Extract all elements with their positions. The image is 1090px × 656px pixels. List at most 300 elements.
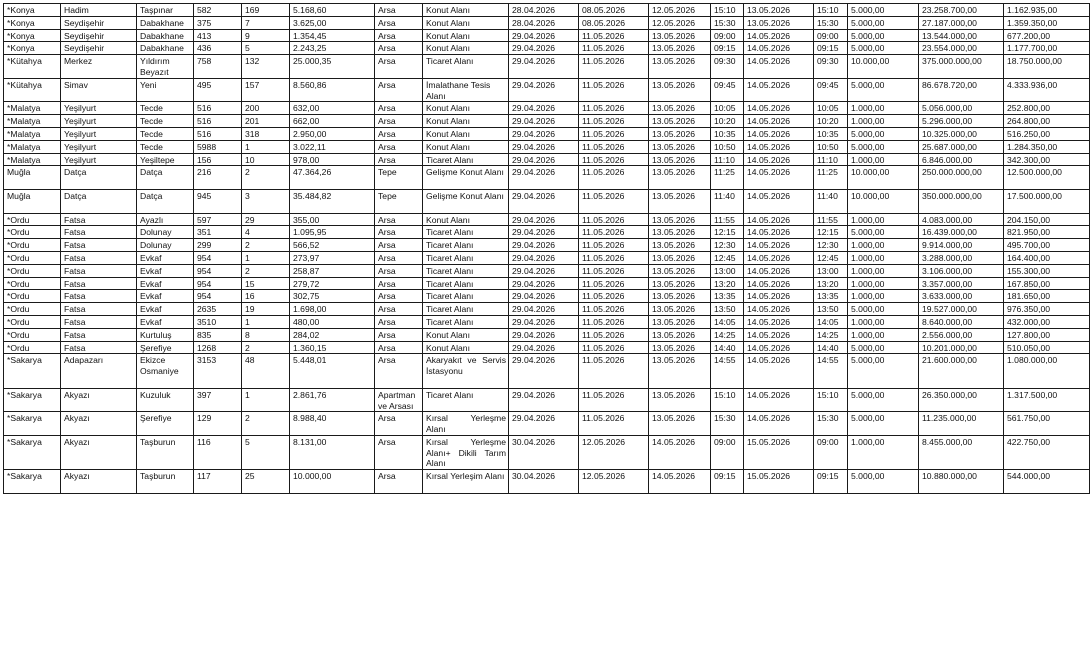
cell-application-deadline: 11.05.2026 <box>579 78 649 102</box>
cell-increment: 5.000,00 <box>848 42 919 55</box>
cell-parcel: 48 <box>242 354 290 388</box>
cell-type: Arsa <box>375 16 423 29</box>
cell-increment: 5.000,00 <box>848 388 919 412</box>
table-row <box>4 315 1090 328</box>
cell-parcel: 2 <box>242 264 290 277</box>
cell-guarantee: 544.000,00 <box>1004 470 1090 494</box>
cell-neighborhood: Tecde <box>137 140 194 153</box>
cell-second-time: 14:55 <box>814 354 848 388</box>
cell-announce-date: 29.04.2026 <box>509 127 579 140</box>
cell-zoning: Ticaret Alanı <box>423 277 509 290</box>
cell-zoning: Konut Alanı <box>423 341 509 354</box>
cell-guarantee: 127.800,00 <box>1004 328 1090 341</box>
cell-tender-date: 12.05.2026 <box>649 16 711 29</box>
cell-tender-date: 13.05.2026 <box>649 153 711 166</box>
cell-tender-date: 13.05.2026 <box>649 341 711 354</box>
cell-second-time: 12:15 <box>814 226 848 239</box>
cell-province: *Sakarya <box>4 412 61 436</box>
cell-guarantee: 516.250,00 <box>1004 127 1090 140</box>
cell-guarantee: 18.750.000,00 <box>1004 55 1090 79</box>
cell-neighborhood: Evkaf <box>137 303 194 316</box>
cell-province: *Ordu <box>4 315 61 328</box>
cell-block: 582 <box>194 4 242 17</box>
cell-neighborhood: Evkaf <box>137 277 194 290</box>
cell-area: 1.360,15 <box>290 341 375 354</box>
cell-tender-time: 09:15 <box>711 42 744 55</box>
cell-second-time: 10:50 <box>814 140 848 153</box>
cell-district: Seydişehir <box>61 16 137 29</box>
table-row <box>4 435 1090 469</box>
cell-block: 2635 <box>194 303 242 316</box>
cell-district: Seydişehir <box>61 29 137 42</box>
table-row <box>4 55 1090 79</box>
cell-district: Akyazı <box>61 470 137 494</box>
cell-area: 1.354,45 <box>290 29 375 42</box>
cell-guarantee: 432.000,00 <box>1004 315 1090 328</box>
cell-province: *Konya <box>4 29 61 42</box>
cell-second-date: 14.05.2026 <box>744 388 814 412</box>
cell-area: 47.364,26 <box>290 166 375 190</box>
cell-tender-date: 13.05.2026 <box>649 315 711 328</box>
cell-announce-date: 29.04.2026 <box>509 251 579 264</box>
cell-tender-time: 14:55 <box>711 354 744 388</box>
cell-type: Arsa <box>375 213 423 226</box>
table-row <box>4 226 1090 239</box>
cell-tender-date: 13.05.2026 <box>649 251 711 264</box>
cell-announce-date: 29.04.2026 <box>509 189 579 213</box>
cell-second-time: 09:15 <box>814 470 848 494</box>
cell-second-date: 14.05.2026 <box>744 315 814 328</box>
cell-guarantee: 1.162.935,00 <box>1004 4 1090 17</box>
cell-tender-time: 13:20 <box>711 277 744 290</box>
cell-area: 3.022,11 <box>290 140 375 153</box>
cell-zoning: Ticaret Alanı <box>423 315 509 328</box>
cell-area: 302,75 <box>290 290 375 303</box>
cell-estimated-value: 5.296.000,00 <box>919 115 1004 128</box>
cell-district: Fatsa <box>61 315 137 328</box>
cell-zoning: Konut Alanı <box>423 102 509 115</box>
cell-type: Arsa <box>375 42 423 55</box>
cell-parcel: 5 <box>242 435 290 469</box>
cell-estimated-value: 23.554.000,00 <box>919 42 1004 55</box>
cell-type: Arsa <box>375 251 423 264</box>
cell-tender-time: 15:10 <box>711 4 744 17</box>
cell-increment: 1.000,00 <box>848 153 919 166</box>
cell-application-deadline: 11.05.2026 <box>579 328 649 341</box>
cell-tender-time: 12:15 <box>711 226 744 239</box>
cell-tender-date: 13.05.2026 <box>649 303 711 316</box>
cell-zoning: Konut Alanı <box>423 213 509 226</box>
cell-announce-date: 29.04.2026 <box>509 290 579 303</box>
cell-second-date: 14.05.2026 <box>744 102 814 115</box>
cell-province: *Ordu <box>4 277 61 290</box>
cell-announce-date: 29.04.2026 <box>509 153 579 166</box>
cell-guarantee: 561.750,00 <box>1004 412 1090 436</box>
table-row <box>4 153 1090 166</box>
cell-increment: 10.000,00 <box>848 55 919 79</box>
cell-guarantee: 17.500.000,00 <box>1004 189 1090 213</box>
cell-tender-date: 13.05.2026 <box>649 239 711 252</box>
cell-second-date: 14.05.2026 <box>744 277 814 290</box>
cell-zoning: Konut Alanı <box>423 140 509 153</box>
cell-estimated-value: 5.056.000,00 <box>919 102 1004 115</box>
cell-type: Arsa <box>375 102 423 115</box>
cell-zoning: İmalathane Tesis Alanı <box>423 78 509 102</box>
cell-increment: 1.000,00 <box>848 213 919 226</box>
cell-type: Arsa <box>375 412 423 436</box>
cell-tender-time: 10:05 <box>711 102 744 115</box>
cell-area: 25.000,35 <box>290 55 375 79</box>
cell-zoning: Kırsal Yerleşme Alanı+ Dikili Tarım Alanı <box>423 435 509 469</box>
cell-neighborhood: Ayazlı <box>137 213 194 226</box>
cell-estimated-value: 8.640.000,00 <box>919 315 1004 328</box>
cell-neighborhood: Taşpınar <box>137 4 194 17</box>
cell-type: Arsa <box>375 354 423 388</box>
table-row <box>4 16 1090 29</box>
cell-increment: 5.000,00 <box>848 78 919 102</box>
cell-second-date: 15.05.2026 <box>744 470 814 494</box>
cell-application-deadline: 11.05.2026 <box>579 42 649 55</box>
cell-block: 597 <box>194 213 242 226</box>
cell-estimated-value: 25.687.000,00 <box>919 140 1004 153</box>
cell-tender-date: 13.05.2026 <box>649 226 711 239</box>
cell-second-time: 15:30 <box>814 412 848 436</box>
cell-province: *Ordu <box>4 226 61 239</box>
cell-increment: 1.000,00 <box>848 277 919 290</box>
cell-estimated-value: 3.633.000,00 <box>919 290 1004 303</box>
table-row <box>4 470 1090 494</box>
cell-district: Yeşilyurt <box>61 153 137 166</box>
cell-type: Tepe <box>375 189 423 213</box>
cell-block: 954 <box>194 290 242 303</box>
cell-tender-date: 13.05.2026 <box>649 127 711 140</box>
cell-type: Arsa <box>375 239 423 252</box>
cell-type: Apartman ve Arsası <box>375 388 423 412</box>
cell-type: Arsa <box>375 328 423 341</box>
cell-application-deadline: 11.05.2026 <box>579 102 649 115</box>
cell-tender-time: 09:45 <box>711 78 744 102</box>
cell-neighborhood: Yıldırım Beyazıt <box>137 55 194 79</box>
cell-parcel: 4 <box>242 226 290 239</box>
cell-announce-date: 29.04.2026 <box>509 55 579 79</box>
cell-second-date: 14.05.2026 <box>744 78 814 102</box>
cell-tender-date: 13.05.2026 <box>649 115 711 128</box>
cell-area: 355,00 <box>290 213 375 226</box>
cell-increment: 5.000,00 <box>848 4 919 17</box>
cell-province: *Malatya <box>4 115 61 128</box>
cell-zoning: Kırsal Yerleşim Alanı <box>423 470 509 494</box>
cell-second-time: 09:15 <box>814 42 848 55</box>
cell-estimated-value: 6.846.000,00 <box>919 153 1004 166</box>
cell-area: 8.988,40 <box>290 412 375 436</box>
cell-neighborhood: Taşburun <box>137 470 194 494</box>
cell-application-deadline: 11.05.2026 <box>579 127 649 140</box>
cell-application-deadline: 11.05.2026 <box>579 213 649 226</box>
cell-parcel: 132 <box>242 55 290 79</box>
table-row <box>4 102 1090 115</box>
cell-tender-date: 13.05.2026 <box>649 277 711 290</box>
cell-application-deadline: 08.05.2026 <box>579 4 649 17</box>
cell-parcel: 25 <box>242 470 290 494</box>
cell-second-date: 14.05.2026 <box>744 189 814 213</box>
cell-block: 129 <box>194 412 242 436</box>
table-row <box>4 213 1090 226</box>
cell-province: *Ordu <box>4 341 61 354</box>
cell-guarantee: 976.350,00 <box>1004 303 1090 316</box>
cell-block: 397 <box>194 388 242 412</box>
cell-second-time: 12:45 <box>814 251 848 264</box>
cell-application-deadline: 12.05.2026 <box>579 435 649 469</box>
cell-second-date: 14.05.2026 <box>744 115 814 128</box>
cell-district: Akyazı <box>61 435 137 469</box>
cell-block: 299 <box>194 239 242 252</box>
cell-second-time: 10:05 <box>814 102 848 115</box>
cell-second-date: 13.05.2026 <box>744 4 814 17</box>
cell-type: Arsa <box>375 29 423 42</box>
cell-second-date: 14.05.2026 <box>744 251 814 264</box>
table-row <box>4 140 1090 153</box>
cell-province: *Ordu <box>4 213 61 226</box>
cell-tender-date: 13.05.2026 <box>649 354 711 388</box>
cell-block: 835 <box>194 328 242 341</box>
cell-parcel: 318 <box>242 127 290 140</box>
cell-parcel: 1 <box>242 140 290 153</box>
cell-block: 516 <box>194 115 242 128</box>
cell-application-deadline: 11.05.2026 <box>579 140 649 153</box>
cell-second-date: 14.05.2026 <box>744 412 814 436</box>
cell-district: Yeşilyurt <box>61 102 137 115</box>
cell-block: 954 <box>194 264 242 277</box>
cell-second-date: 14.05.2026 <box>744 239 814 252</box>
table-row <box>4 29 1090 42</box>
cell-guarantee: 1.284.350,00 <box>1004 140 1090 153</box>
cell-district: Datça <box>61 166 137 190</box>
cell-second-date: 14.05.2026 <box>744 328 814 341</box>
cell-area: 3.625,00 <box>290 16 375 29</box>
table-row <box>4 354 1090 388</box>
cell-type: Arsa <box>375 264 423 277</box>
cell-district: Adapazarı <box>61 354 137 388</box>
cell-parcel: 19 <box>242 303 290 316</box>
cell-tender-date: 13.05.2026 <box>649 189 711 213</box>
cell-estimated-value: 86.678.720,00 <box>919 78 1004 102</box>
cell-parcel: 7 <box>242 16 290 29</box>
cell-increment: 5.000,00 <box>848 470 919 494</box>
cell-tender-time: 10:35 <box>711 127 744 140</box>
cell-announce-date: 29.04.2026 <box>509 303 579 316</box>
cell-estimated-value: 21.600.000,00 <box>919 354 1004 388</box>
cell-tender-time: 10:20 <box>711 115 744 128</box>
cell-estimated-value: 350.000.000,00 <box>919 189 1004 213</box>
cell-guarantee: 1.177.700,00 <box>1004 42 1090 55</box>
cell-second-time: 15:10 <box>814 388 848 412</box>
cell-increment: 5.000,00 <box>848 412 919 436</box>
cell-neighborhood: Ekizce Osmaniye <box>137 354 194 388</box>
cell-area: 480,00 <box>290 315 375 328</box>
cell-estimated-value: 3.288.000,00 <box>919 251 1004 264</box>
cell-tender-time: 11:10 <box>711 153 744 166</box>
cell-announce-date: 29.04.2026 <box>509 277 579 290</box>
cell-increment: 10.000,00 <box>848 166 919 190</box>
cell-guarantee: 252.800,00 <box>1004 102 1090 115</box>
cell-second-date: 14.05.2026 <box>744 29 814 42</box>
cell-second-time: 12:30 <box>814 239 848 252</box>
cell-second-date: 14.05.2026 <box>744 153 814 166</box>
cell-zoning: Konut Alanı <box>423 115 509 128</box>
cell-estimated-value: 27.187.000,00 <box>919 16 1004 29</box>
cell-block: 945 <box>194 189 242 213</box>
cell-neighborhood: Kuzuluk <box>137 388 194 412</box>
table-row <box>4 277 1090 290</box>
table-row <box>4 239 1090 252</box>
cell-tender-time: 09:00 <box>711 29 744 42</box>
cell-block: 3153 <box>194 354 242 388</box>
cell-neighborhood: Tecde <box>137 115 194 128</box>
cell-second-date: 14.05.2026 <box>744 42 814 55</box>
cell-tender-date: 13.05.2026 <box>649 166 711 190</box>
cell-estimated-value: 8.455.000,00 <box>919 435 1004 469</box>
cell-type: Arsa <box>375 55 423 79</box>
cell-zoning: Ticaret Alanı <box>423 239 509 252</box>
cell-province: *Ordu <box>4 303 61 316</box>
cell-parcel: 1 <box>242 315 290 328</box>
cell-tender-date: 14.05.2026 <box>649 470 711 494</box>
cell-province: *Sakarya <box>4 470 61 494</box>
table-row <box>4 264 1090 277</box>
cell-zoning: Ticaret Alanı <box>423 153 509 166</box>
cell-district: Yeşilyurt <box>61 115 137 128</box>
cell-province: *Konya <box>4 4 61 17</box>
cell-second-time: 14:40 <box>814 341 848 354</box>
cell-increment: 1.000,00 <box>848 435 919 469</box>
cell-application-deadline: 11.05.2026 <box>579 277 649 290</box>
cell-province: *Malatya <box>4 127 61 140</box>
cell-tender-date: 13.05.2026 <box>649 42 711 55</box>
cell-guarantee: 167.850,00 <box>1004 277 1090 290</box>
cell-second-date: 14.05.2026 <box>744 264 814 277</box>
cell-increment: 5.000,00 <box>848 140 919 153</box>
cell-tender-date: 13.05.2026 <box>649 102 711 115</box>
cell-area: 1.095,95 <box>290 226 375 239</box>
table-row <box>4 4 1090 17</box>
cell-province: *Malatya <box>4 140 61 153</box>
cell-type: Arsa <box>375 277 423 290</box>
cell-estimated-value: 19.527.000,00 <box>919 303 1004 316</box>
cell-second-time: 11:25 <box>814 166 848 190</box>
cell-block: 375 <box>194 16 242 29</box>
cell-zoning: Ticaret Alanı <box>423 303 509 316</box>
cell-estimated-value: 250.000.000,00 <box>919 166 1004 190</box>
table-row <box>4 290 1090 303</box>
cell-province: *Sakarya <box>4 435 61 469</box>
cell-guarantee: 422.750,00 <box>1004 435 1090 469</box>
cell-zoning: Gelişme Konut Alanı <box>423 189 509 213</box>
cell-area: 279,72 <box>290 277 375 290</box>
cell-area: 662,00 <box>290 115 375 128</box>
cell-neighborhood: Dabakhane <box>137 29 194 42</box>
cell-second-date: 14.05.2026 <box>744 341 814 354</box>
cell-announce-date: 29.04.2026 <box>509 412 579 436</box>
cell-guarantee: 1.317.500,00 <box>1004 388 1090 412</box>
table-row <box>4 412 1090 436</box>
cell-block: 1268 <box>194 341 242 354</box>
cell-tender-date: 13.05.2026 <box>649 412 711 436</box>
cell-zoning: Konut Alanı <box>423 4 509 17</box>
cell-block: 116 <box>194 435 242 469</box>
cell-tender-date: 13.05.2026 <box>649 264 711 277</box>
cell-neighborhood: Dabakhane <box>137 16 194 29</box>
cell-parcel: 9 <box>242 29 290 42</box>
cell-announce-date: 30.04.2026 <box>509 435 579 469</box>
cell-announce-date: 29.04.2026 <box>509 315 579 328</box>
cell-increment: 5.000,00 <box>848 127 919 140</box>
cell-zoning: Ticaret Alanı <box>423 290 509 303</box>
cell-tender-time: 13:50 <box>711 303 744 316</box>
cell-parcel: 169 <box>242 4 290 17</box>
cell-zoning: Konut Alanı <box>423 42 509 55</box>
cell-increment: 5.000,00 <box>848 341 919 354</box>
cell-parcel: 8 <box>242 328 290 341</box>
cell-block: 954 <box>194 277 242 290</box>
cell-area: 10.000,00 <box>290 470 375 494</box>
cell-guarantee: 510.050,00 <box>1004 341 1090 354</box>
cell-district: Fatsa <box>61 341 137 354</box>
cell-type: Arsa <box>375 226 423 239</box>
cell-district: Fatsa <box>61 290 137 303</box>
cell-tender-date: 12.05.2026 <box>649 4 711 17</box>
cell-parcel: 5 <box>242 42 290 55</box>
cell-parcel: 200 <box>242 102 290 115</box>
cell-increment: 1.000,00 <box>848 239 919 252</box>
property-sale-table <box>3 3 1090 494</box>
cell-increment: 5.000,00 <box>848 16 919 29</box>
cell-block: 516 <box>194 127 242 140</box>
cell-neighborhood: Yeşiltepe <box>137 153 194 166</box>
cell-tender-time: 11:40 <box>711 189 744 213</box>
cell-guarantee: 12.500.000,00 <box>1004 166 1090 190</box>
cell-neighborhood: Şerefiye <box>137 341 194 354</box>
cell-second-time: 15:10 <box>814 4 848 17</box>
cell-parcel: 2 <box>242 239 290 252</box>
cell-neighborhood: Evkaf <box>137 315 194 328</box>
cell-type: Arsa <box>375 315 423 328</box>
cell-tender-time: 13:00 <box>711 264 744 277</box>
cell-zoning: Akaryakıt ve Servis İstasyonu <box>423 354 509 388</box>
cell-tender-time: 09:30 <box>711 55 744 79</box>
cell-zoning: Konut Alanı <box>423 16 509 29</box>
cell-increment: 5.000,00 <box>848 29 919 42</box>
cell-tender-time: 09:00 <box>711 435 744 469</box>
cell-block: 495 <box>194 78 242 102</box>
cell-type: Arsa <box>375 303 423 316</box>
cell-area: 566,52 <box>290 239 375 252</box>
cell-announce-date: 29.04.2026 <box>509 78 579 102</box>
cell-application-deadline: 11.05.2026 <box>579 303 649 316</box>
cell-district: Fatsa <box>61 328 137 341</box>
table-row <box>4 42 1090 55</box>
cell-district: Fatsa <box>61 239 137 252</box>
cell-second-date: 15.05.2026 <box>744 435 814 469</box>
table-row <box>4 251 1090 264</box>
cell-announce-date: 29.04.2026 <box>509 239 579 252</box>
cell-tender-time: 11:25 <box>711 166 744 190</box>
cell-type: Arsa <box>375 290 423 303</box>
cell-zoning: Konut Alanı <box>423 127 509 140</box>
cell-guarantee: 181.650,00 <box>1004 290 1090 303</box>
cell-tender-date: 13.05.2026 <box>649 29 711 42</box>
cell-application-deadline: 11.05.2026 <box>579 55 649 79</box>
cell-province: *Sakarya <box>4 354 61 388</box>
